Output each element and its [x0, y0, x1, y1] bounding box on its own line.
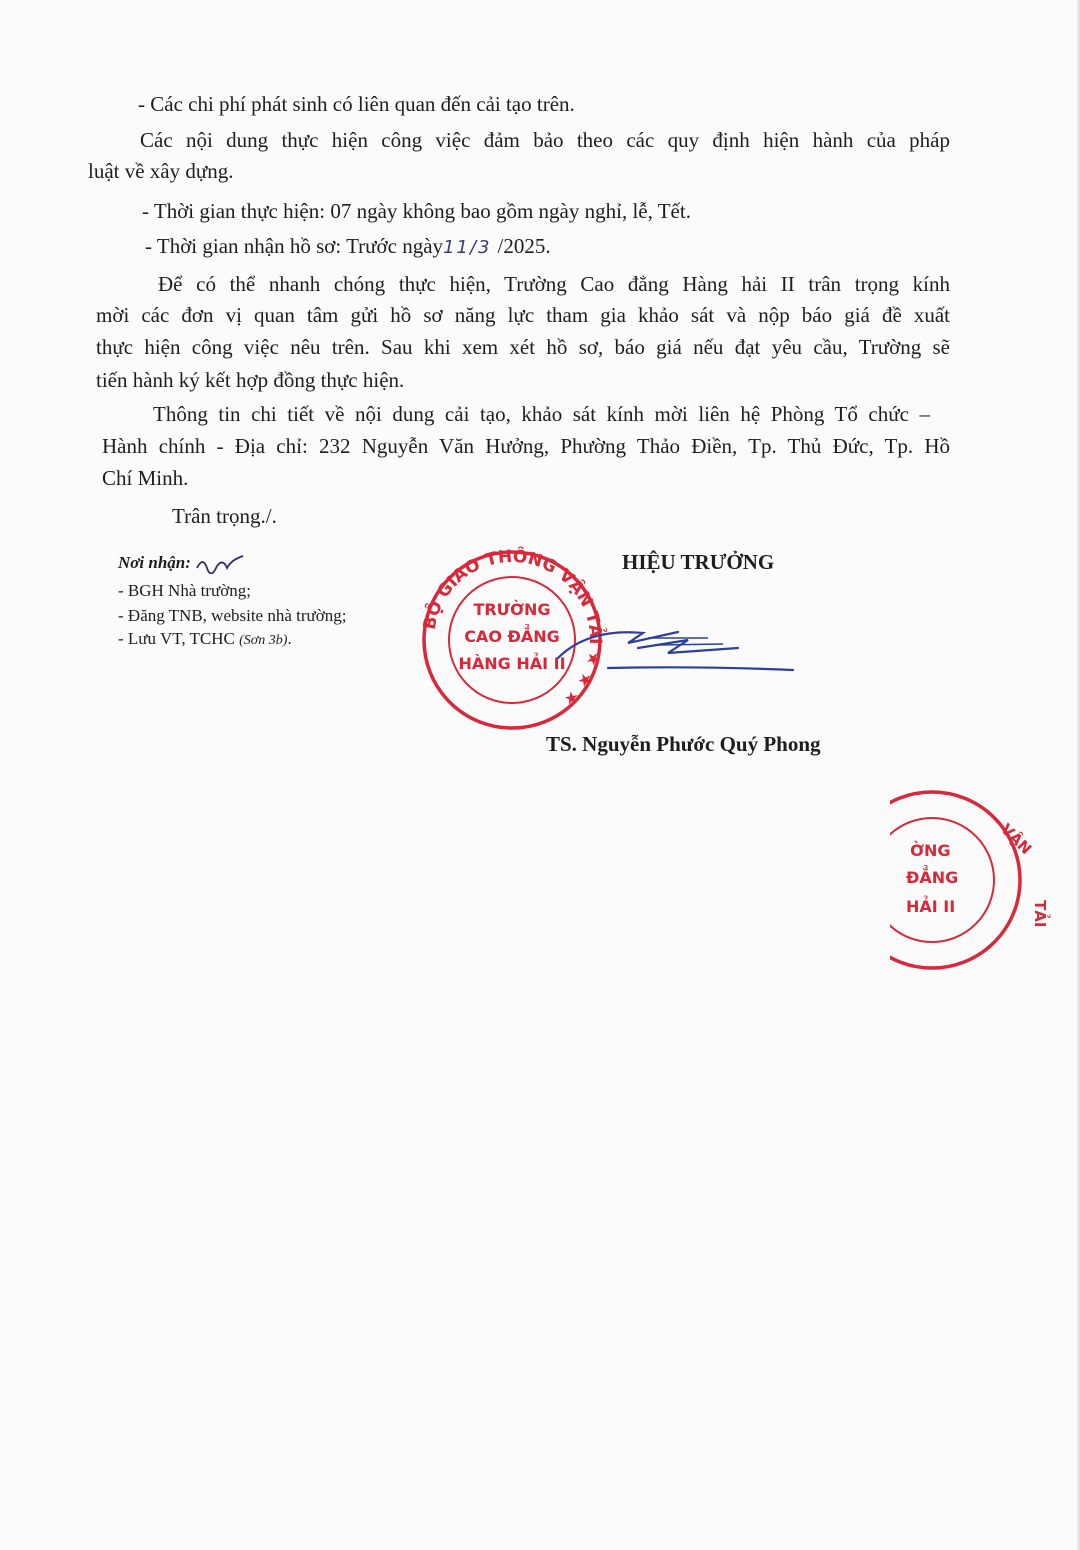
recipients-heading-text: Nơi nhận: [118, 553, 191, 572]
paragraph-contact-line-2: Hành chính - Địa chỉ: 232 Nguyễn Văn Hưởng, Phường Thảo Điền, Tp. Thủ Đức, Tp. Hồ [102, 434, 950, 458]
duration-line: - Thời gian thực hiện: 07 ngày không bao gồm ngày nghỉ, lễ, Tết. [142, 199, 691, 223]
recipient-note-tail: . [287, 629, 292, 648]
initials-scribble-icon [195, 554, 245, 574]
deadline-handwritten-separator: / [469, 237, 479, 258]
paragraph-compliance-line-2: luật về xây dựng. [88, 159, 234, 183]
recipients-heading [118, 552, 245, 574]
signatory-name: TS. Nguyễn Phước Quý Phong [546, 732, 821, 756]
svg-text:ĐẲNG: ĐẲNG [906, 868, 959, 887]
deadline-handwritten-day: 11 [443, 237, 470, 258]
svg-text:ỜNG: ỜNG [910, 841, 951, 860]
recipient-item [118, 628, 292, 652]
svg-text:HẢI II: HẢI II [906, 897, 956, 916]
paragraph-contact-line-1: Thông tin chi tiết về nội dung cải tạo, khảo sát kính mời liên hệ Phòng Tổ chức – [153, 402, 930, 426]
paragraph-invite-line-3: thực hiện công việc nêu trên. Sau khi xem xét hồ sơ, báo giá nếu đạt yêu cầu, Trường sẽ [96, 335, 950, 359]
recipient-item: - Đăng TNB, website nhà trường; [118, 606, 347, 625]
paragraph-contact-line-3: Chí Minh. [102, 466, 189, 490]
svg-text:CAO ĐẲNG: CAO ĐẲNG [464, 627, 560, 646]
recipient-item-text: - Lưu VT, TCHC [118, 629, 235, 648]
recipient-note: (Sơn 3b) [239, 633, 288, 648]
svg-text:TẢI: TẢI [1031, 900, 1049, 928]
closing-line: Trân trọng./. [172, 504, 277, 528]
svg-text:TRƯỜNG: TRƯỜNG [473, 600, 551, 619]
svg-text:VẬN: VẬN [997, 820, 1036, 859]
paragraph-invite-line-2: mời các đơn vị quan tâm gửi hồ sơ năng lực tham gia khảo sát và nộp báo giá đề xuất [96, 303, 950, 327]
deadline-prefix: - Thời gian nhận hồ sơ: Trước ngày [145, 234, 444, 258]
partial-seal-icon [890, 790, 1080, 980]
deadline-year: /2025. [497, 234, 551, 258]
deadline-handwritten-month: 3 [478, 237, 492, 258]
svg-text:BỘ GIAO THÔNG VẬN TẢI ★ ★ ★: BỘ GIAO THÔNG VẬN TẢI ★ ★ ★ [419, 546, 606, 711]
paragraph-compliance-line-1: Các nội dung thực hiện công việc đảm bảo theo các quy định hiện hành của pháp [140, 128, 950, 152]
paragraph-invite-line-1: Để có thể nhanh chóng thực hiện, Trường Cao đẳng Hàng hải II trân trọng kính [158, 272, 950, 296]
deadline-line [145, 232, 551, 262]
signatory-title: HIỆU TRƯỞNG [622, 550, 775, 574]
cost-item-line: - Các chi phí phát sinh có liên quan đến cải tạo trên. [138, 92, 575, 116]
page-edge-shadow [1076, 0, 1080, 1550]
signature-scribble-icon [548, 618, 798, 678]
svg-text:HÀNG HẢI II: HÀNG HẢI II [458, 654, 566, 673]
recipient-item: - BGH Nhà trường; [118, 581, 251, 600]
paragraph-invite-line-4: tiến hành ký kết hợp đồng thực hiện. [96, 368, 405, 392]
